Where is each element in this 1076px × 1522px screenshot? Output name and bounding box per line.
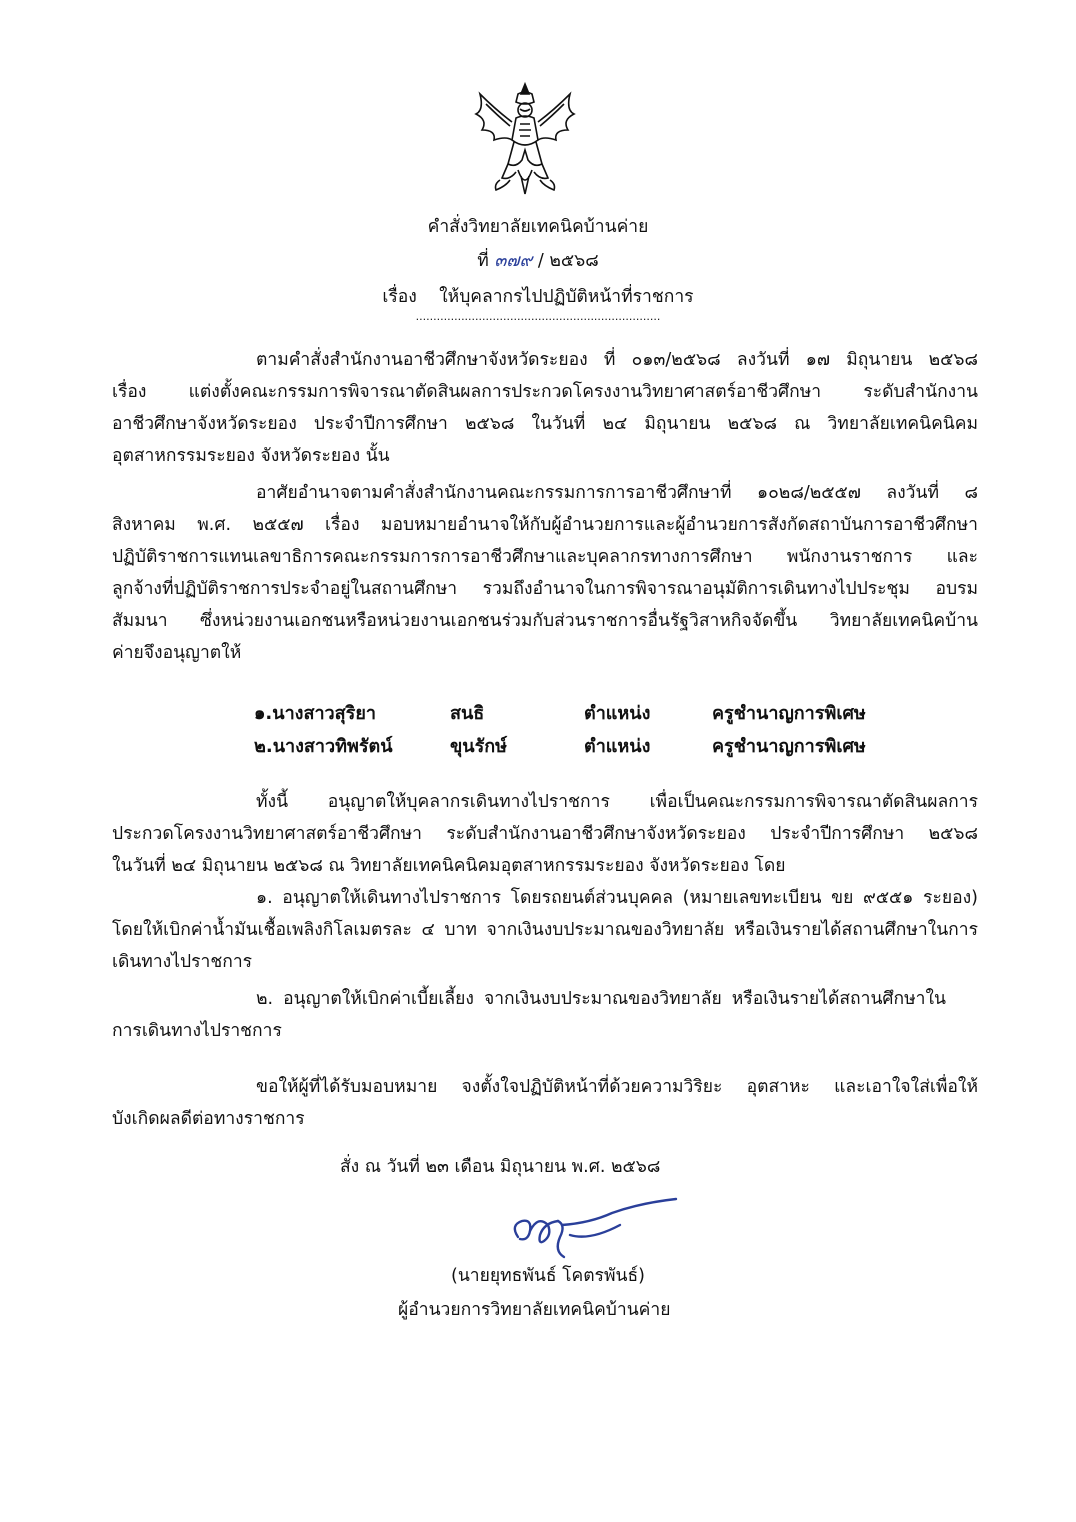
signature-icon — [500, 1195, 680, 1265]
personnel-name: ๒.นางสาวทิพรัตน์ — [254, 736, 393, 757]
paragraph1-line: ตามคำสั่งสำนักงานอาชีวศึกษาจังหวัดระยอง ที่ ๐๑๓/๒๕๖๘ ลงวันที่ ๑๗ มิถุนายน ๒๕๖๘ — [256, 350, 978, 370]
order-title: คำสั่งวิทยาลัยเทคนิคบ้านค่าย — [427, 217, 649, 237]
personnel-position: ครูชำนาญการพิเศษ — [712, 703, 866, 724]
paragraph2-line: ลูกจ้างที่ปฏิบัติราชการประจำอยู่ในสถานศึกษา รวมถึงอำนาจในการพิจารณาอนุมัติการเดินทางไปประชุม อบรม — [112, 579, 978, 599]
item1-line: ๑. อนุญาตให้เดินทางไปราชการ โดยรถยนต์ส่วนบุคคล (หมายเลขทะเบียน ขย ๙๕๕๑ ระยอง) — [256, 888, 978, 908]
paragraph4-line: ขอให้ผู้ที่ได้รับมอบหมาย จงตั้งใจปฏิบัติหน้าที่ด้วยความวิริยะ อุตสาหะ และเอาใจใส่เพื่อให้ — [256, 1077, 978, 1097]
paragraph3-line: ทั้งนี้ อนุญาตให้บุคลากรเดินทางไปราชการ เพื่อเป็นคณะกรรมการพิจารณาตัดสินผลการ — [256, 792, 978, 812]
subject-label: เรื่อง — [382, 287, 417, 307]
order-date: สั่ง ณ วันที่ ๒๓ เดือน มิถุนายน พ.ศ. ๒๕๖๘ — [340, 1157, 661, 1177]
order-number — [0, 246, 1076, 274]
order-subject — [0, 282, 1076, 310]
personnel-position: ครูชำนาญการพิเศษ — [712, 736, 866, 757]
paragraph3-line: ในวันที่ ๒๔ มิถุนายน ๒๕๖๘ ณ วิทยาลัยเทคนิคนิคมอุตสาหกรรมระยอง จังหวัดระยอง โดย — [112, 856, 786, 876]
item2-line: ๒. อนุญาตให้เบิกค่าเบี้ยเลี้ยง จากเงินงบประมาณของวิทยาลัย หรือเงินรายได้สถานศึกษาใน — [256, 989, 946, 1009]
paragraph2-line: ค่ายจึงอนุญาตให้ — [112, 643, 242, 663]
paragraph4-line: บังเกิดผลดีต่อทางราชการ — [112, 1109, 305, 1129]
personnel-name: ๑.นางสาวสุริยา — [254, 703, 376, 724]
item2-line: การเดินทางไปราชการ — [112, 1021, 282, 1041]
item1-line: เดินทางไปราชการ — [112, 952, 253, 972]
paragraph1-line: เรื่อง แต่งตั้งคณะกรรมการพิจารณาตัดสินผลการประกวดโครงงานวิทยาศาสตร์อาชีวศึกษา ระดับสำนักงาน — [112, 382, 978, 402]
paragraph2-line: ปฏิบัติราชการแทนเลขาธิการคณะกรรมการการอาชีวศึกษาและบุคลากรทางการศึกษา พนักงานราชการ และ — [112, 547, 978, 567]
paragraph1-line: อาชีวศึกษาจังหวัดระยอง ประจำปีการศึกษา ๒๕๖๘ ในวันที่ ๒๔ มิถุนายน ๒๕๖๘ ณ วิทยาลัยเทคนิคนิคม — [112, 414, 978, 434]
paragraph2-line: สัมมนา ซึ่งหน่วยงานเอกชนหรือหน่วยงานเอกชนร่วมกับส่วนราชการอื่นรัฐวิสาหกิจจัดขึ้น วิทยาลัยเทคนิคบ้าน — [112, 611, 978, 631]
paragraph2-line: อาศัยอำนาจตามคำสั่งสำนักงานคณะกรรมการการอาชีวศึกษาที่ ๑๐๒๘/๒๕๕๗ ลงวันที่ ๘ — [256, 483, 978, 503]
paragraph1-line: อุตสาหกรรมระยอง จังหวัดระยอง นั้น — [112, 446, 390, 466]
garuda-emblem-icon — [466, 80, 584, 198]
paragraph2-line: สิงหาคม พ.ศ. ๒๕๕๗ เรื่อง มอบหมายอำนาจให้กับผู้อำนวยการและผู้อำนวยการสังกัดสถาบันการอาชีวศึกษา — [112, 515, 978, 535]
signer-title: ผู้อำนวยการวิทยาลัยเทคนิคบ้านค่าย — [398, 1300, 671, 1320]
order-number-suffix: / ๒๕๖๘ — [537, 251, 599, 271]
personnel-surname: ขุนรักษ์ — [450, 736, 508, 757]
personnel-position-label: ตำแหน่ง — [584, 703, 651, 724]
signer-name: (นายยุทธพันธ์ โคตรพันธ์) — [451, 1266, 645, 1286]
order-number-prefix: ที่ — [477, 251, 489, 271]
item1-line: โดยให้เบิกค่าน้ำมันเชื้อเพลิงกิโลเมตรละ ๔ บาท จากเงินงบประมาณของวิทยาลัย หรือเงินรายได้สถานศึกษาในการ — [112, 920, 978, 940]
personnel-position-label: ตำแหน่ง — [584, 736, 651, 757]
order-number-handwritten: ๓๗๙ — [494, 251, 533, 271]
personnel-surname: สนธิ — [450, 703, 485, 724]
header-divider: ...................................................................... — [415, 310, 661, 323]
paragraph3-line: ประกวดโครงงานวิทยาศาสตร์อาชีวศึกษา ระดับสำนักงานอาชีวศึกษาจังหวัดระยอง ประจำปีการศึกษา ๒๕๖๘ — [112, 824, 978, 844]
subject-text: ให้บุคลากรไปปฏิบัติหน้าที่ราชการ — [439, 287, 694, 307]
